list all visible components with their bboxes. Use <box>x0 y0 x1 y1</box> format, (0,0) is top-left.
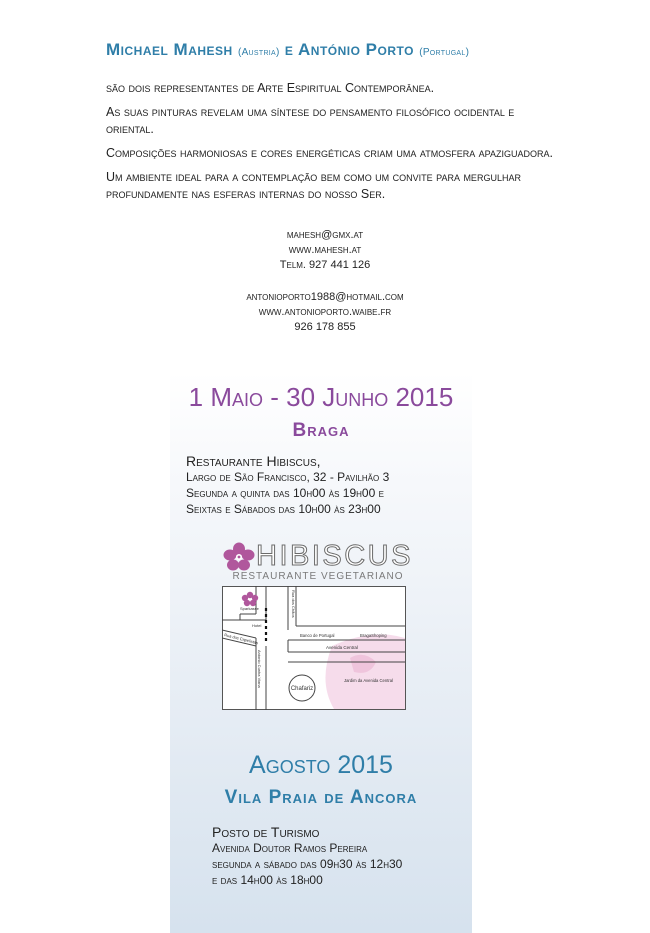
event2-city: Vila Praia de Ancora <box>224 787 418 808</box>
contact-mahesh <box>0 228 650 273</box>
intro-text <box>106 80 556 210</box>
location-map <box>222 586 406 710</box>
event2-venue: Posto de Turismo <box>212 824 320 840</box>
porto-email[interactable]: antonioporto1988@hotmail.com <box>246 291 404 303</box>
event1-venue-block <box>186 453 476 517</box>
map-label-antonio-cunha: Antonio Cunha Viana <box>257 650 262 688</box>
event2-venue-block <box>212 824 472 888</box>
event1-dates: 1 Maio - 30 Junho 2015 <box>188 382 454 412</box>
map-label-rua-capelistas: Rua dos Capelistas <box>223 632 259 646</box>
event2-hours2: e das 14h00 às 18h00 <box>212 873 323 887</box>
map-label-sparkasse: Sparkasse <box>240 606 259 611</box>
logo-subtitle: RESTAURANTE VEGETARIANO <box>232 571 404 582</box>
intro-paragraph: Composições harmoniosas e cores energéticas criam uma atmosfera apaziguadora. <box>106 146 554 160</box>
event1-hours1: Segunda a quinta das 10h00 às 19h00 e <box>186 486 384 500</box>
intro-paragraph: são dois representantes de Arte Espiritual Contemporânea. <box>106 81 435 95</box>
event2-hours1: segunda a sábado das 09h30 às 12h30 <box>212 857 403 871</box>
hibiscus-logo <box>222 540 412 586</box>
artist2-country: (Portugal) <box>419 47 470 58</box>
map-label-bragashopping: BragaShoping <box>360 633 387 638</box>
intro-paragraph: As suas pinturas revelam uma síntese do pensamento filosófico ocidental e oriental. <box>106 105 515 136</box>
event1-address: Largo de São Francisco, 32 - Pavilhão 3 <box>186 470 390 484</box>
hibiscus-flower-icon <box>222 542 256 572</box>
page-title <box>106 40 626 60</box>
porto-phone: 926 178 855 <box>294 321 356 333</box>
mahesh-email[interactable]: mahesh@gmx.at <box>286 229 364 241</box>
map-label-jardim: Jardim da Avenida Central <box>344 678 394 683</box>
conjunction: e <box>284 40 294 59</box>
artist2-name: António Porto <box>298 40 414 59</box>
event1-city: Braga <box>292 420 350 441</box>
contact-porto <box>0 290 650 335</box>
artist1-name: Michael Mahesh <box>106 40 233 59</box>
event1-venue: Restaurante Hibiscus, <box>186 453 321 469</box>
event2-dates: Agosto 2015 <box>249 751 393 779</box>
map-label-chafariz: Chafariz <box>290 686 314 692</box>
logo-name: HIBISCUS <box>256 540 413 572</box>
map-label-banco: Banco de Portugal <box>300 633 335 638</box>
event1-hours2: Seixtas e Sábados das 10h00 às 23h00 <box>186 502 381 516</box>
event2-address: Avenida Doutor Ramos Pereira <box>212 841 368 855</box>
map-label-avenida-central: Avenida Central <box>326 645 358 650</box>
map-label-hotel: Hotel <box>252 623 262 628</box>
mahesh-website[interactable]: www.mahesh.at <box>288 244 362 256</box>
mahesh-phone: Telm. 927 441 126 <box>279 259 371 271</box>
artist1-country: (Austria) <box>237 47 280 58</box>
map-label-rua-dos-chaos: Rua dos Chãos <box>291 590 296 618</box>
intro-paragraph: Um ambiente ideal para a contemplação bem como um convite para mergulhar profundamente nas esferas internas do nosso Ser. <box>106 170 521 201</box>
porto-website[interactable]: www.antonioporto.waibe.fr <box>258 306 392 318</box>
